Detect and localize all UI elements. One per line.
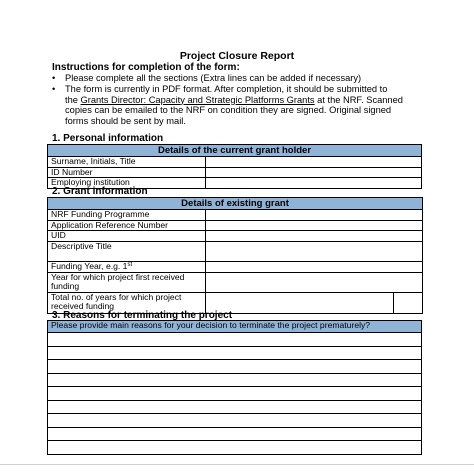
personal-information-table (47, 144, 422, 189)
section-1-heading: 1. Personal information (52, 133, 164, 144)
total-years-field[interactable] (206, 292, 394, 313)
reason-line-5[interactable] (48, 387, 422, 401)
descriptive-title-field[interactable] (206, 241, 423, 261)
surname-label: Surname, Initials, Title (48, 157, 206, 168)
reason-line-8[interactable] (48, 427, 422, 441)
funding-year-field[interactable] (206, 261, 423, 272)
id-number-field[interactable] (206, 167, 422, 178)
id-number-label: ID Number (48, 167, 206, 178)
instruction-text-2-line4: forms should be sent by mail. (65, 115, 186, 126)
instruction-text-2-pre: the (65, 94, 81, 105)
termination-reasons-table (47, 320, 422, 455)
reason-line-9[interactable] (48, 441, 422, 455)
funding-programme-label: NRF Funding Programme (48, 210, 206, 221)
page-bottom-divider (0, 464, 474, 465)
instruction-text-2-line1: The form is currently in PDF format. After completion, it should be submitted to (65, 84, 388, 94)
employing-institution-label: Employing institution (48, 178, 206, 189)
termination-reasons-prompt: Please provide main reasons for your decision to terminate the project prematurely? (48, 321, 422, 333)
funding-year-label: Funding Year, e.g. 1st (48, 261, 206, 272)
employing-institution-field[interactable] (206, 178, 422, 189)
bullet-icon: • (52, 84, 56, 94)
instruction-text-1: Please complete all the sections (Extra lines can be added if necessary) (65, 73, 362, 83)
reason-line-6[interactable] (48, 400, 422, 414)
reason-line-2[interactable] (48, 346, 422, 360)
section-2-heading: 2. Grant information (52, 186, 148, 197)
surname-field[interactable] (206, 157, 422, 168)
instruction-text-2-post: at the NRF. Scanned (314, 94, 403, 105)
reason-line-3[interactable] (48, 360, 422, 374)
instructions-heading: Instructions for completion of the form: (52, 62, 240, 73)
reason-line-1[interactable] (48, 333, 422, 347)
section-3-heading: 3. Reasons for terminating the project (52, 310, 233, 321)
reference-number-label: Application Reference Number (48, 220, 206, 231)
grant-information-table (47, 197, 423, 314)
first-funding-year-field[interactable] (206, 272, 423, 292)
reason-line-7[interactable] (48, 414, 422, 428)
grants-director-link[interactable]: Grants Director: Capacity and Strategic Platforms Grants (80, 94, 315, 105)
bullet-icon: • (52, 73, 56, 83)
first-funding-year-label: Year for which project first received funding (48, 272, 206, 292)
instruction-text-2-line3: copies can be emailed to the NRF on condition they are signed. Original signed (65, 105, 392, 115)
reference-number-field[interactable] (206, 220, 423, 231)
descriptive-title-label: Descriptive Title (48, 241, 206, 261)
funding-programme-field[interactable] (206, 210, 423, 221)
total-years-label: Total no. of years for which project received funding (48, 292, 206, 313)
personal-table-header: Details of the current grant holder (48, 145, 422, 157)
reason-line-4[interactable] (48, 373, 422, 387)
uid-field[interactable] (206, 231, 423, 242)
ordinal-suffix: st (127, 261, 133, 268)
document-title: Project Closure Report (179, 50, 295, 62)
total-years-extra-field[interactable] (394, 292, 423, 313)
grant-table-header: Details of existing grant (48, 198, 423, 210)
uid-label: UID (48, 231, 206, 242)
